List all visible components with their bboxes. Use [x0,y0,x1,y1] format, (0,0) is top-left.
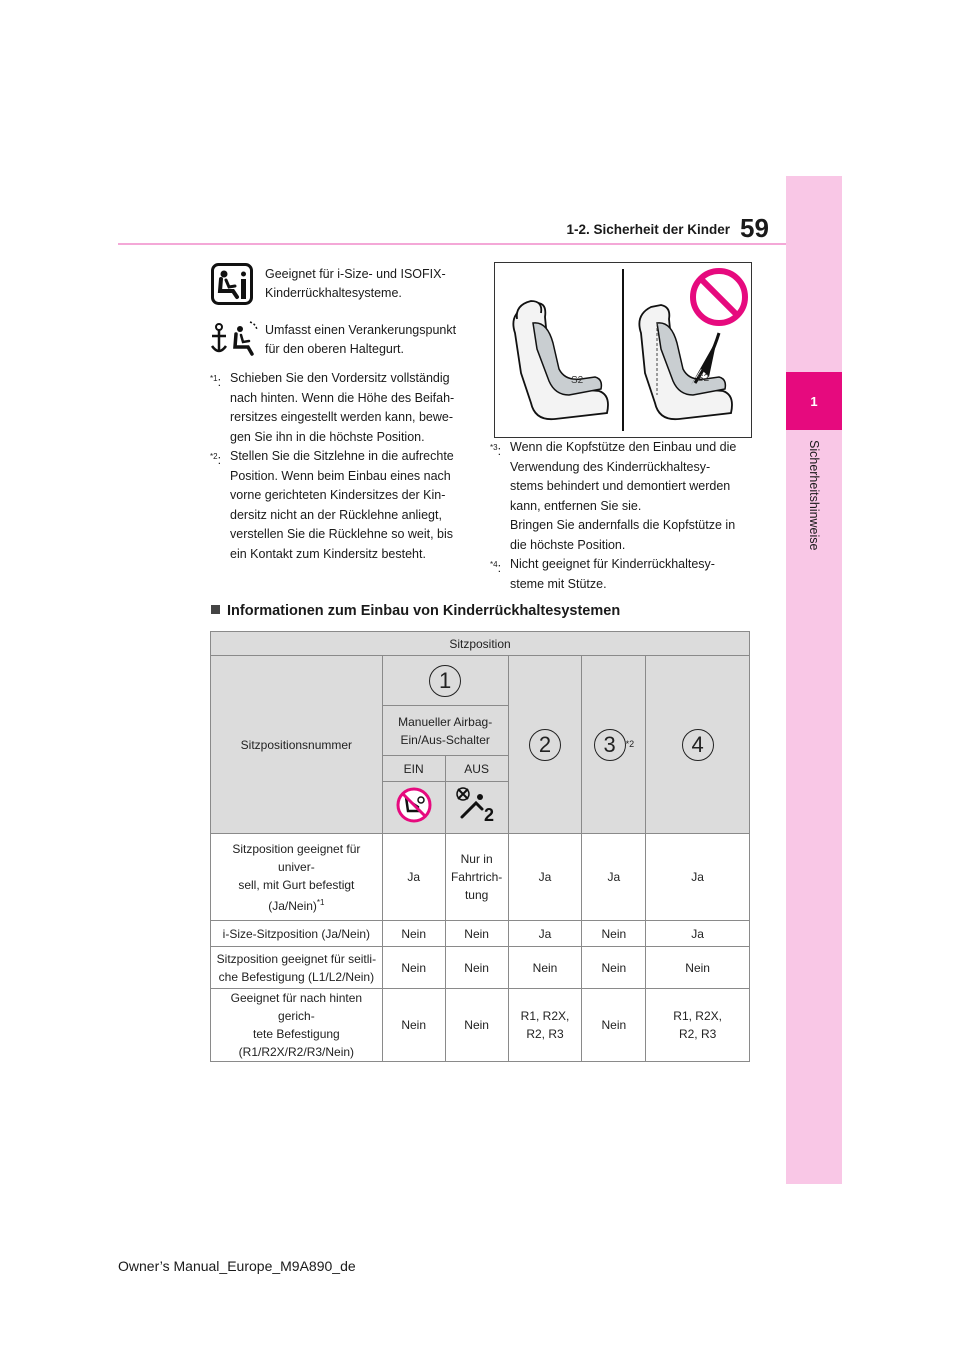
footnote-2: $^{*2}$: Stellen Sie die Sitzlehne in die aufrechte Position. Wenn beim Einbau eines nach vorne gerichteten Kindersitzes der Kin- dersitz nicht an der Rücklehne anliegt, verstellen Sie die Rücklehne so weit, bis ein Kontakt zum Kindersitz besteht. [210,449,454,561]
lateral-pos2-value: Nein [508,947,582,989]
isize-on-value: Nein [382,921,445,947]
lateral-on-value: Nein [382,947,445,989]
svg-text:S2: S2 [697,373,710,384]
section-title: 1-2. Sicherheit der Kinder [566,222,730,237]
side-tab [786,176,842,1184]
top-tether-anchor-icon [210,318,260,360]
rearward-pos3-value: Nein [582,989,646,1062]
position-2-cell [508,656,582,834]
position-4-cell [646,656,750,834]
rearward-pos4-value: R1, R2X, R2, R3 [646,989,750,1062]
footnote-1: $^{*1}$: Schieben Sie den Vordersitz vollständig nach hinten. Wenn die Höhe des Beifah- rersitzes eingestellt werden kann, bewe- gen Sie ihn in die höchste Position. [210,371,455,444]
position-1-marker: 1 [429,665,461,697]
rearward-pos2-value: R1, R2X, R2, R3 [508,989,582,1062]
position-3-cell [582,656,646,834]
isize-pos2-value: Ja [508,921,582,947]
airbag-on-icon [382,782,445,834]
row-label-seat-number: Sitzpositionsnummer [211,656,383,834]
legend-text-tether: Umfasst einen Verankerungspunkt für den oberen Haltegurt. [265,323,457,356]
position-1-cell [382,656,508,706]
isize-pos3-value: Nein [582,921,646,947]
lateral-pos3-value: Nein [582,947,646,989]
rearward-off-value: Nein [445,989,508,1062]
seat-position-table [210,631,750,1062]
side-tab-label: Sicherheitshinweise [807,440,821,551]
row-label-universal: Sitzposition geeignet für univer- sell, mit Gurt befestigt (Ja/Nein)$^{*1}$ [211,834,383,921]
footer-manual-id: Owner’s Manual_Europe_M9A890_de [118,1258,356,1274]
header-rule [118,243,786,245]
footnote-3: $^{*3}$: Wenn die Kopfstütze den Einbau und die Verwendung des Kinderrückhaltesy- stems behindert und demontiert werden kann, entfernen Sie sie. Bringen Sie andernfalls die Kopfstütze in die höchste Position. [490,440,737,552]
heading-bullet [211,605,220,614]
position-3-footnote-mark: *2 [625,738,635,749]
rearward-on-value: Nein [382,989,445,1062]
universal-pos3-value: Ja [582,834,646,921]
universal-off-value: Nur in Fahrtrich- tung [445,834,508,921]
lateral-pos4-value: Nein [646,947,750,989]
page-number: 59 [740,213,769,243]
universal-on-value: Ja [382,834,445,921]
universal-pos4-value: Ja [646,834,750,921]
footnote-4: $^{*4}$: Nicht geeignet für Kinderrückhaltesy- steme mit Stütze. [490,557,715,591]
section-heading: Informationen zum Einbau von Kinderrückhaltesystemen [211,603,620,619]
i-size-isofix-seat-icon [211,263,253,305]
row-label-isize: i-Size-Sitzposition (Ja/Nein) [211,921,383,947]
table-title: Sitzposition [211,632,750,656]
svg-text:2: 2 [483,805,494,825]
row-label-lateral: Sitzposition geeignet für seitli- che Befestigung (L1/L2/Nein) [211,947,383,989]
seat-with-headrest-illustration [513,301,608,419]
legend-text-isofix: Geeignet für i-Size- und ISOFIX- Kinderrückhaltesysteme. [265,267,446,300]
svg-text:S2: S2 [571,375,584,386]
airbag-on-header: EIN [382,756,445,782]
prohibition-icon [693,271,745,323]
airbag-off-header: AUS [445,756,508,782]
isize-off-value: Nein [445,921,508,947]
side-tab-number: 1 [786,372,842,430]
headrest-illustration [494,262,752,438]
position-3-marker: 3 [594,729,626,761]
position-2-marker: 2 [529,729,561,761]
row-label-rearward: Geeignet für nach hinten gerich- tete Befestigung (R1/R2X/R2/R3/Nein) [211,989,383,1062]
airbag-switch-header: Manueller Airbag- Ein/Aus-Schalter [382,706,508,756]
isize-pos4-value: Ja [646,921,750,947]
position-4-marker: 4 [682,729,714,761]
lateral-off-value: Nein [445,947,508,989]
universal-pos2-value: Ja [508,834,582,921]
airbag-off-icon [445,782,508,834]
